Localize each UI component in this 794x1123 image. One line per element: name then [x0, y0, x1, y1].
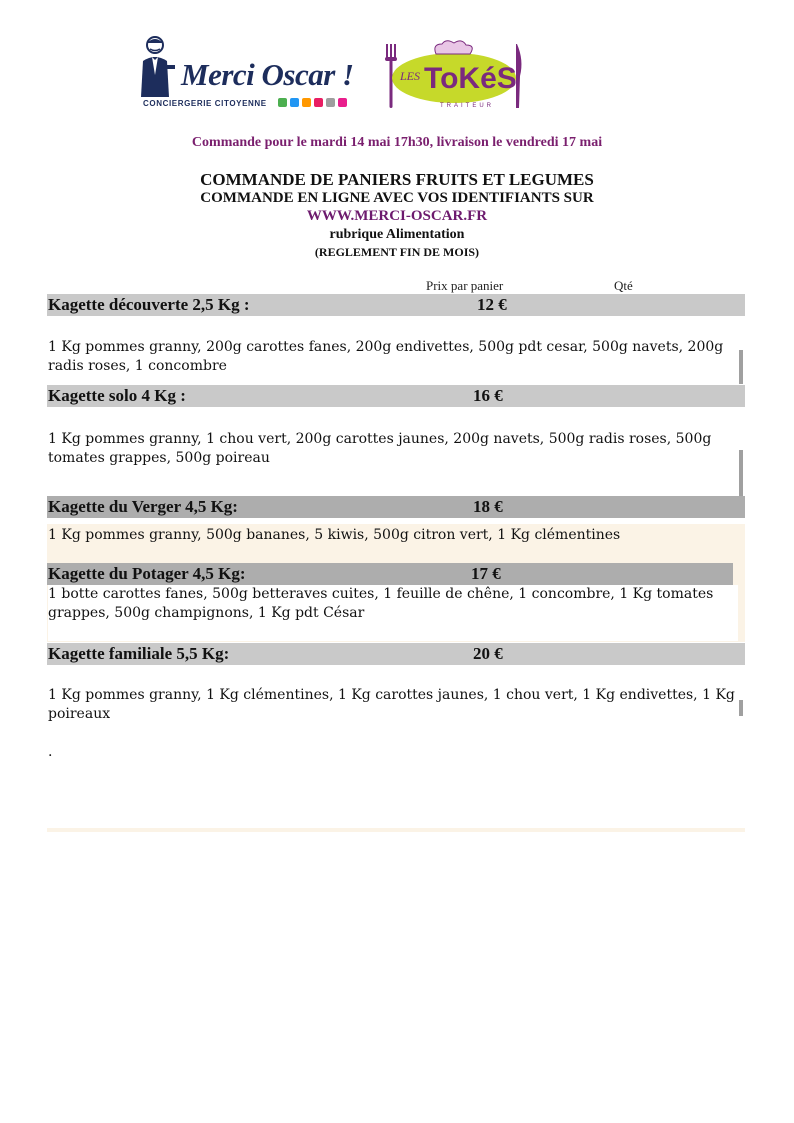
color-dots — [278, 98, 347, 107]
merci-oscar-wordmark: Merci Oscar ! — [181, 57, 354, 92]
product-name: Kagette solo 4 Kg : — [48, 386, 186, 405]
product-contents: 1 Kg pommes granny, 200g carottes fanes, 200g endivettes, 500g pdt cesar, 500g navets, 200g radis roses, 1 concombre — [48, 339, 724, 374]
product-name: Kagette du Verger 4,5 Kg: — [48, 497, 238, 516]
product-contents: 1 Kg pommes granny, 500g bananes, 5 kiwis, 500g citron vert, 1 Kg clémentines — [48, 527, 621, 543]
color-dot — [278, 98, 287, 107]
color-dot — [290, 98, 299, 107]
payment-note: (REGLEMENT FIN DE MOIS) — [314, 245, 480, 259]
product-price: 16 € — [473, 386, 503, 405]
butler-icon — [135, 35, 175, 97]
qty-field-marker[interactable] — [739, 350, 743, 384]
price-column-header: Prix par panier — [426, 278, 504, 293]
product-row-familiale — [47, 643, 745, 665]
page-subtitle: COMMANDE EN LIGNE AVEC VOS IDENTIFIANTS SUR — [200, 190, 594, 206]
product-row-decouverte — [47, 294, 745, 316]
product-name: Kagette découverte 2,5 Kg : — [48, 295, 250, 314]
order-date-line: Commande pour le mardi 14 mai 17h30, livraison le vendredi 17 mai — [191, 135, 603, 150]
product-contents: 1 Kg pommes granny, 1 chou vert, 200g carottes jaunes, 200g navets, 500g radis roses, 500g tomates grappes, 500g poireau — [48, 431, 712, 466]
svg-text:LES: LES — [400, 69, 421, 83]
product-price: 18 € — [473, 497, 503, 516]
color-dot — [302, 98, 311, 107]
product-price: 20 € — [473, 644, 503, 663]
page-title: COMMANDE DE PANIERS FRUITS ET LEGUMES — [200, 170, 594, 189]
svg-text:ToKéS: ToKéS — [424, 62, 517, 95]
merci-oscar-tagline: CONCIERGERIE CITOYENNE — [143, 99, 267, 108]
svg-text:TRAITEUR: TRAITEUR — [440, 103, 494, 109]
color-dot — [314, 98, 323, 107]
product-contents: 1 Kg pommes granny, 1 Kg clémentines, 1 Kg carottes jaunes, 1 chou vert, 1 Kg endivettes, 1 Kg poireaux — [48, 687, 735, 722]
rubrique-line: rubrique Alimentation — [329, 227, 465, 242]
qty-field-marker[interactable] — [739, 450, 743, 496]
product-contents: 1 botte carottes fanes, 500g betteraves cuites, 1 feuille de chêne, 1 concombre, 1 Kg tomates grappes, 500g champignons, 1 Kg pdt César — [48, 585, 738, 641]
product-name: Kagette familiale 5,5 Kg: — [48, 644, 230, 663]
les-tokes-emblem — [380, 40, 528, 112]
color-dot — [326, 98, 335, 107]
qty-column-header: Qté — [614, 278, 633, 293]
footer-dot: . — [48, 744, 53, 760]
product-price: 12 € — [477, 295, 507, 314]
product-row-solo — [47, 385, 745, 407]
product-row-potager — [47, 563, 733, 585]
product-row-verger — [47, 496, 745, 518]
color-dot — [338, 98, 347, 107]
website-link[interactable]: WWW.MERCI-OSCAR.FR — [306, 208, 488, 224]
qty-field-marker[interactable] — [739, 700, 743, 716]
product-price: 17 € — [471, 564, 501, 583]
product-name: Kagette du Potager 4,5 Kg: — [48, 564, 246, 583]
merci-oscar-logo — [135, 35, 354, 113]
les-tokes-logo — [380, 40, 528, 112]
bottom-divider — [47, 828, 745, 832]
